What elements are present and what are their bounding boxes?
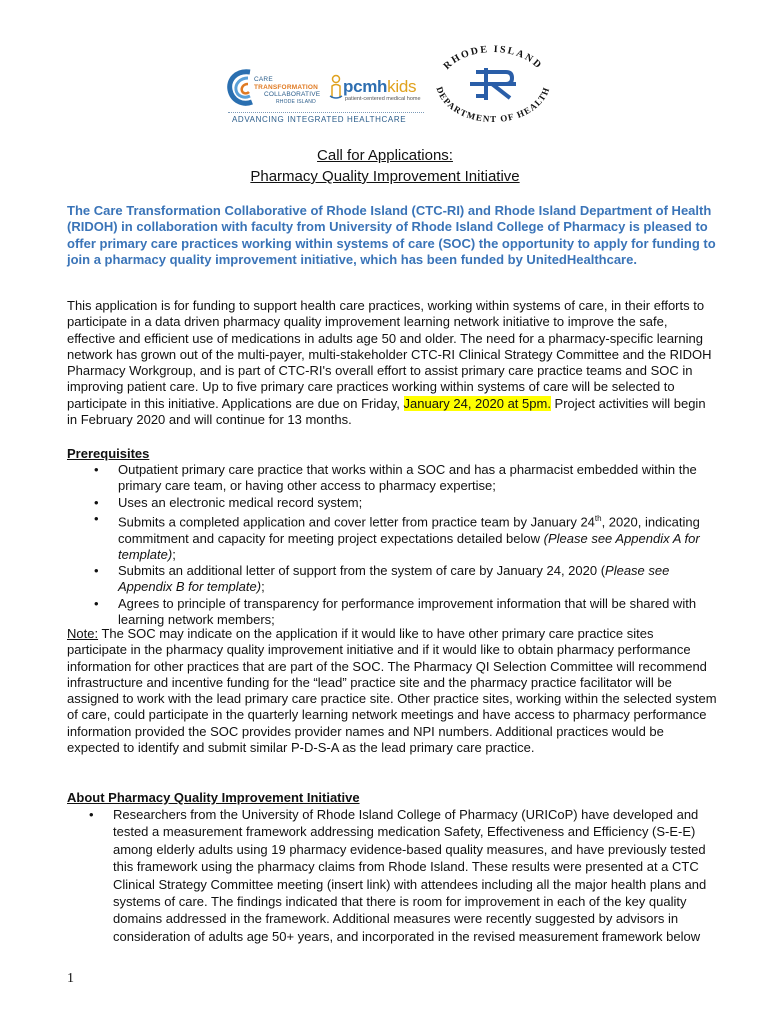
logo-divider bbox=[228, 112, 424, 113]
ridoh-arc-top: RHODE ISLAND bbox=[441, 43, 545, 72]
application-text-tail: Project activities will begin in February 2020 and will continue for 13 months. bbox=[67, 395, 706, 428]
ridoh-arc-bottom: DEPARTMENT OF HEALTH bbox=[434, 85, 552, 125]
deadline-highlight: January 24, 2020 at 5pm. bbox=[403, 395, 551, 411]
prereq-item-text: Agrees to principle of transparency for performance improvement information that will be shared with learning network members; bbox=[118, 595, 697, 627]
pcmh-kids-logo bbox=[329, 72, 425, 106]
bullet-icon: • bbox=[94, 462, 99, 477]
pcmh-subtitle: patient-centered medical home bbox=[345, 96, 421, 102]
pcmh-word-kids: kids bbox=[387, 77, 417, 96]
pcmh-word-main: pcmh bbox=[343, 77, 388, 96]
ctc-line-care: CARE bbox=[254, 76, 273, 83]
prereq-item-text: , 2020, indicating commitment and capacity for meeting project expectations detailed below bbox=[118, 514, 700, 546]
ridoh-seal-logo bbox=[426, 42, 560, 126]
prerequisites-list bbox=[67, 462, 717, 628]
bullet-icon: • bbox=[94, 595, 99, 611]
list-item bbox=[67, 596, 717, 629]
application-text: This application is for funding to support health care practices, working within systems of care, in their efforts to participate in a data driven pharmacy quality improvement learning network initiative to improve the safe, effective and efficient use of medications in adults age 50 and older. The need for a pharmacy-specific learning network has grown out of the multi-payer, multi-stakeholder CTC-RI Clinical Strategy Committee and the RIDOH Pharmacy Workgroup, and is part of CTC-RI's overall effort to assist primary care practice teams and SOC in improving patient care. Up to five primary care practices working within systems of care will be selected to participate in this initiative. Applications are due on Friday, bbox=[67, 298, 712, 411]
ctc-line-collaborative: COLLABORATIVE bbox=[264, 91, 321, 99]
prerequisites-heading: Prerequisites bbox=[67, 446, 150, 461]
bullet-icon: • bbox=[89, 807, 94, 822]
prereq-item-text: Submits an additional letter of support from the system of care by January 24, 2020 ( bbox=[118, 563, 606, 579]
appendix-a-reference: (Please see Appendix A for template) bbox=[118, 530, 700, 562]
about-heading: About Pharmacy Quality Improvement Initiative bbox=[67, 790, 360, 805]
about-list bbox=[67, 806, 717, 945]
prereq-item-text: Outpatient primary care practice that works within a SOC and has a pharmacist embedded within the primary care team, or having other access to pharmacy expertise; bbox=[118, 462, 697, 494]
application-paragraph bbox=[67, 298, 717, 428]
ctc-wordmark bbox=[254, 76, 320, 106]
bullet-icon: • bbox=[94, 510, 99, 526]
page-title-line1: Call for Applications: bbox=[317, 147, 453, 164]
page-title-line2: Pharmacy Quality Improvement Initiative bbox=[250, 168, 520, 185]
ctc-swirl-icon bbox=[226, 68, 256, 108]
pcmh-wordmark bbox=[343, 77, 416, 97]
bullet-icon: • bbox=[94, 563, 99, 579]
ordinal-superscript: th bbox=[594, 513, 602, 523]
note-text: The SOC may indicate on the application if it would like to have other primary care practice sites participate in the pharmacy quality improvement initiative and if it would like to obtain pharmacy performance information for other practices that are part of the SOC. The Pharmacy QI Selection Committee will recommend infrastructure and incentive funding for the “lead” practice site and the pharmacy practice facilitator will be assigned to work with the lead primary care practice site. Other practice sites, working within the selected system of care, could participate in the quarterly learning network meetings and have access to pharmacy performance information provided the SOC provides provider names and NPI numbers. Additional practices would be expected to identify and submit similar P-D-S-A as the lead primary care practice. bbox=[67, 626, 717, 756]
list-item bbox=[67, 563, 717, 596]
appendix-b-reference: Please see Appendix B for template) bbox=[118, 563, 670, 595]
ctc-ri-logo bbox=[226, 68, 326, 110]
bullet-icon: • bbox=[94, 494, 99, 510]
prereq-item-end: ; bbox=[261, 579, 265, 595]
ctc-line-transformation: TRANSFORMATION bbox=[254, 83, 319, 91]
prereq-item-end: ; bbox=[172, 546, 176, 562]
note-paragraph bbox=[67, 626, 717, 756]
list-item bbox=[67, 511, 717, 563]
ridoh-seal-icon bbox=[426, 42, 560, 126]
list-item bbox=[67, 462, 717, 495]
about-item-text: Researchers from the University of Rhode Island College of Pharmacy (URICoP) have developed and tested a measurement framework addressing medication Safety, Effectiveness and Efficiency (S-E-E) among elderly adults using 19 pharmacy evidence-based quality measures, and have previously tested this framework using the pharmacy claims from Rhode Island. These results were presented at a CTC Clinical Strategy Committee meeting (insert link) with attendees including all the major health plans and systems of care. The findings indicated that there is room for improvement in each of the key quality domains addressed in the framework. Additional measures were recently suggested by advisors in consideration of adults age 50+ years, and incorporated in the revised measurement framework below bbox=[113, 807, 707, 944]
pcmh-figure-icon bbox=[329, 74, 343, 100]
list-item bbox=[67, 806, 717, 945]
note-label: Note: bbox=[67, 626, 99, 641]
intro-paragraph: The Care Transformation Collaborative of Rhode Island (CTC-RI) and Rhode Island Department of Health (RIDOH) in collaboration with faculty from University of Rhode Island College of Pharmacy is pleased to offer primary care practices working within systems of care (SOC) the opportunity to apply for funding to join a pharmacy quality improvement initiative, which has been funded by UnitedHealthcare. bbox=[67, 203, 716, 267]
prereq-item-text: Submits a completed application and cover letter from practice team by January 24 bbox=[118, 514, 595, 530]
page-number: 1 bbox=[67, 971, 74, 986]
ctc-line-rhode-island: RHODE ISLAND bbox=[276, 98, 316, 105]
list-item bbox=[67, 495, 717, 511]
prereq-item-text: Uses an electronic medical record system; bbox=[118, 494, 363, 510]
advancing-tagline: ADVANCING INTEGRATED HEALTHCARE bbox=[232, 115, 407, 124]
